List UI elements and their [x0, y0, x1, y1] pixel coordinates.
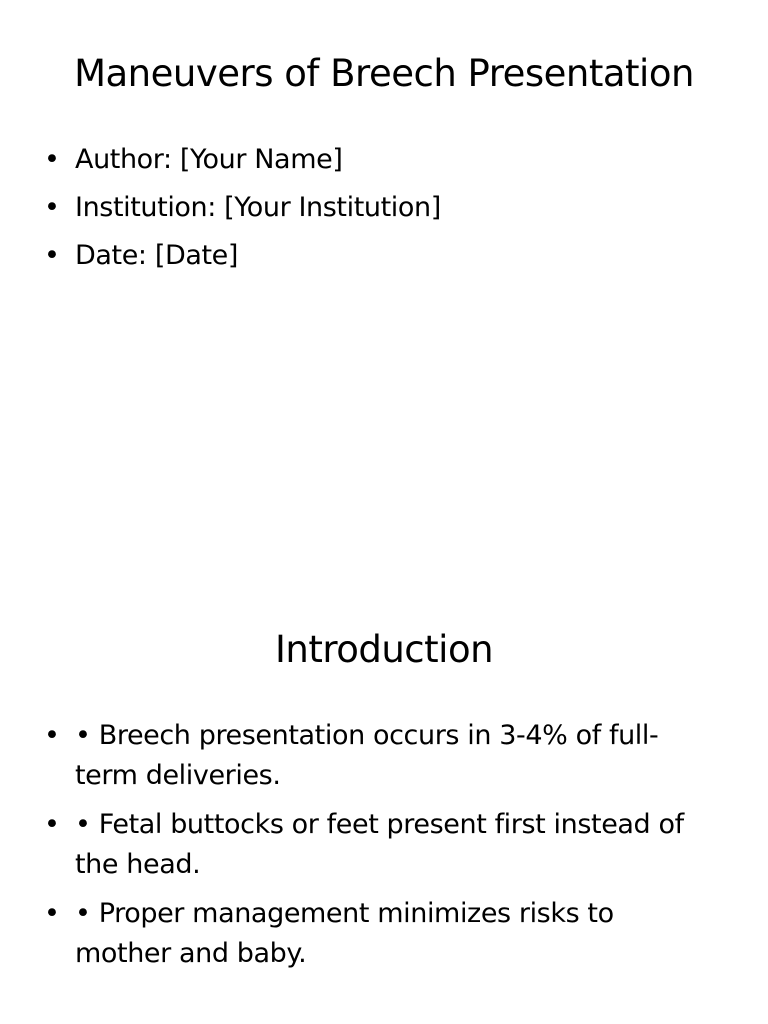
bullet-definition: [0, 805, 715, 885]
bullet-management: [0, 894, 715, 974]
slide-introduction: [0, 576, 768, 1024]
bullet-text: • Proper management minimizes risks to mother and baby.: [75, 898, 614, 969]
introduction-bullet-list: [0, 716, 715, 983]
slide-title-heading: Maneuvers of Breech Presentation: [74, 52, 694, 95]
bullet-date: [0, 236, 441, 276]
bullet-text: Institution: [Your Institution]: [75, 192, 441, 223]
bullet-dot-icon: •: [44, 809, 60, 840]
bullet-institution: [0, 188, 441, 228]
bullet-text: Date: [Date]: [75, 240, 239, 271]
slide-introduction-heading: Introduction: [274, 628, 494, 671]
bullet-dot-icon: •: [44, 720, 60, 751]
bullet-text: • Breech presentation occurs in 3-4% of full-term deliveries.: [75, 720, 659, 791]
bullet-dot-icon: •: [44, 240, 60, 271]
title-slide-bullet-list: [0, 140, 441, 284]
bullet-dot-icon: •: [44, 898, 60, 929]
bullet-dot-icon: •: [44, 192, 60, 223]
bullet-text: • Fetal buttocks or feet present first instead of the head.: [75, 809, 684, 880]
bullet-incidence: [0, 716, 715, 796]
bullet-dot-icon: •: [44, 144, 60, 175]
bullet-text: Author: [Your Name]: [75, 144, 343, 175]
bullet-author: [0, 140, 441, 180]
